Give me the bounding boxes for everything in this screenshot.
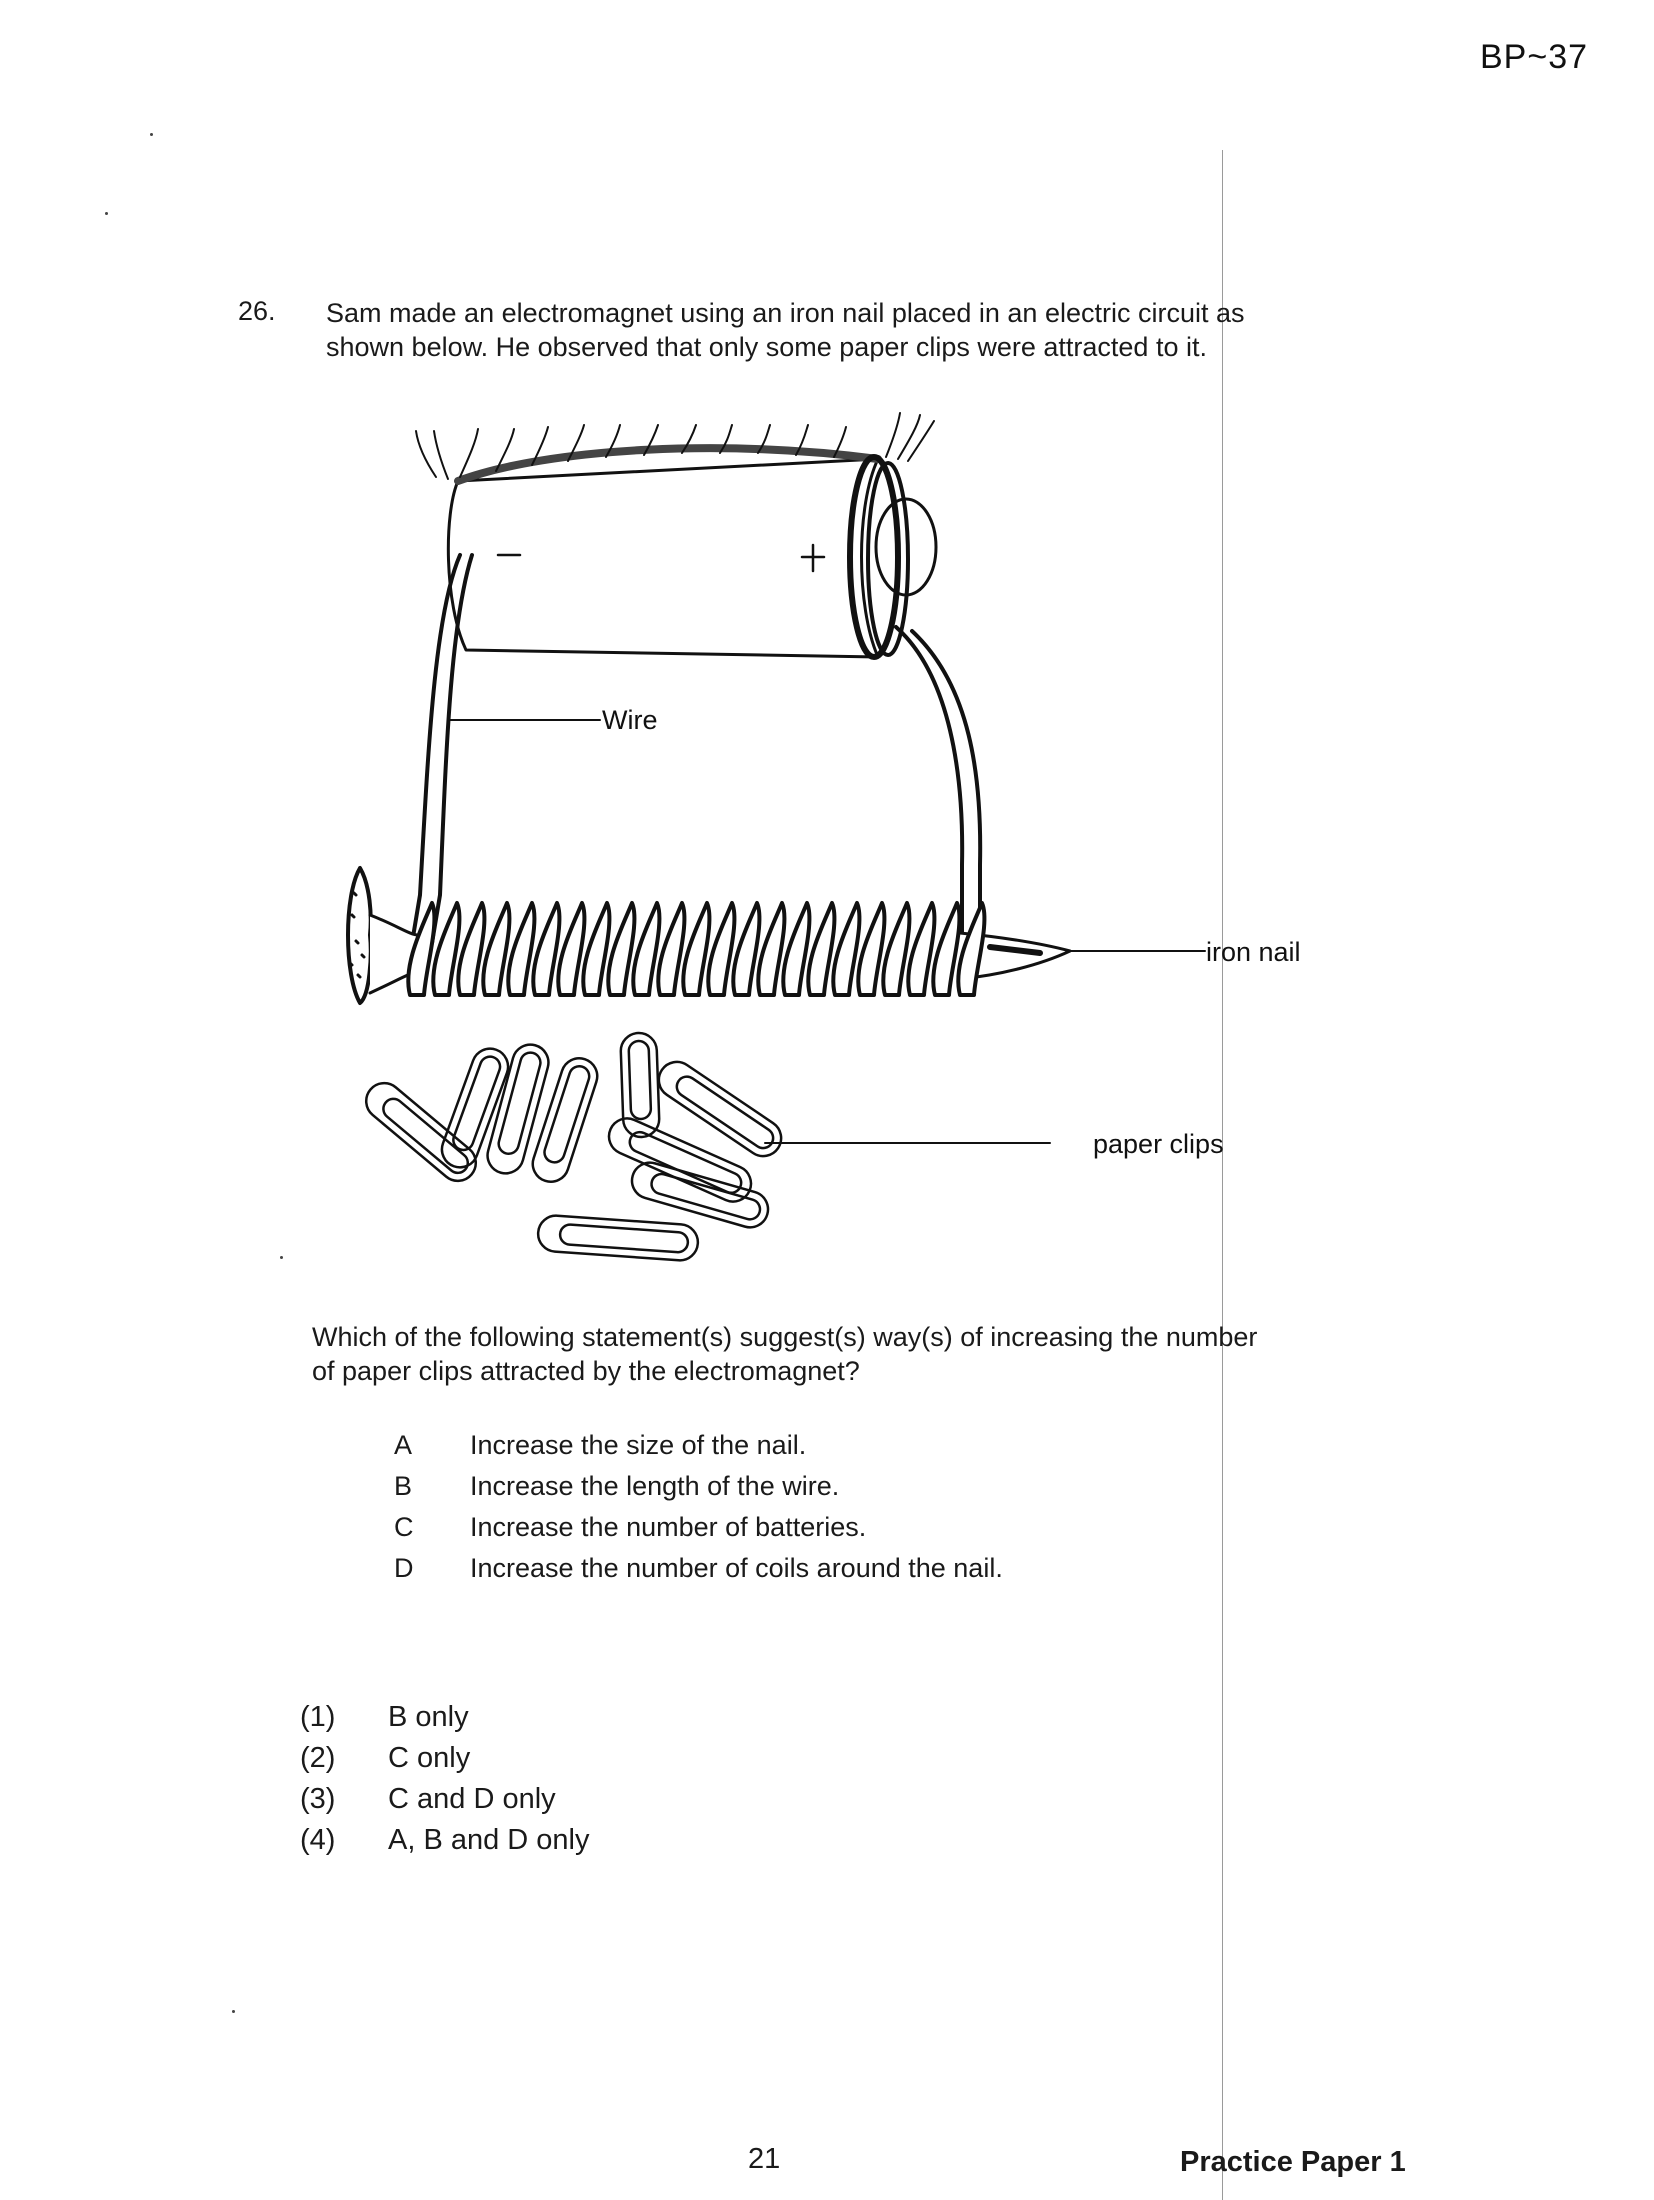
coil-turn [533,903,559,995]
paper-clips-label: paper clips [1093,1129,1224,1159]
question-text [326,296,1376,364]
option-key: (2) [300,1742,336,1774]
prompt-line: Which of the following statement(s) suggest(s) way(s) of increasing the number [312,1322,1258,1352]
wire-coils [408,903,984,995]
statement-item [394,1425,1003,1466]
coil-turn [908,903,934,995]
scan-speck [280,1256,283,1259]
coil-turn [633,903,659,995]
answer-option [300,1697,590,1738]
scan-speck [232,2010,235,2013]
option-text: C and D only [388,1783,556,1815]
coil-turn [608,903,634,995]
page-number: 21 [748,2143,781,2175]
prompt-line: of paper clips attracted by the electromagnet? [312,1356,860,1386]
coil-turn [458,903,484,995]
coil-turn [683,903,709,995]
coil-turn [558,903,584,995]
coil-turn [658,903,684,995]
coil-turn [408,903,434,995]
paper-clips [359,1032,1050,1261]
coil-turn [733,903,759,995]
coil-turn [708,903,734,995]
option-text: C only [388,1742,471,1774]
coil-turn [933,903,959,995]
statement-item [394,1548,1003,1589]
coil-turn [808,903,834,995]
scan-speck [105,212,108,215]
statement-key: B [394,1471,413,1501]
paper-title: Practice Paper 1 [1180,2146,1406,2178]
coil-turn [483,903,509,995]
option-key: (4) [300,1824,336,1856]
answer-option [300,1820,590,1861]
option-text: B only [388,1701,469,1733]
coil-turn [508,903,534,995]
question-prompt [312,1320,1362,1388]
question-text-line: Sam made an electromagnet using an iron nail placed in an electric circuit as [326,298,1245,328]
coil-turn [758,903,784,995]
statement-list [394,1425,1003,1589]
answer-option [300,1779,590,1820]
option-key: (1) [300,1701,336,1733]
page-code: BP~37 [1480,38,1589,76]
option-key: (3) [300,1783,336,1815]
electromagnet-diagram [300,395,1301,1295]
statement-item [394,1466,1003,1507]
question-text-line: shown below. He observed that only some paper clips were attracted to it. [326,332,1207,362]
statement-key: A [394,1430,413,1460]
statement-item [394,1507,1003,1548]
wire-label: Wire [602,705,658,735]
option-text: A, B and D only [388,1824,590,1856]
coil-turn [833,903,859,995]
statement-key: C [394,1512,414,1542]
statement-text: Increase the number of batteries. [470,1512,867,1542]
statement-key: D [394,1553,414,1583]
statement-text: Increase the number of coils around the nail. [470,1553,1003,1583]
question-number: 26. [238,296,276,326]
answer-option [300,1738,590,1779]
battery [416,413,936,657]
scan-speck [150,133,153,136]
statement-text: Increase the size of the nail. [470,1430,807,1460]
coil-turn [883,903,909,995]
answer-options [300,1697,590,1861]
statement-text: Increase the length of the wire. [470,1471,840,1501]
coil-turn [783,903,809,995]
coil-turn [858,903,884,995]
iron-nail-label: iron nail [1206,937,1301,967]
coil-turn [583,903,609,995]
